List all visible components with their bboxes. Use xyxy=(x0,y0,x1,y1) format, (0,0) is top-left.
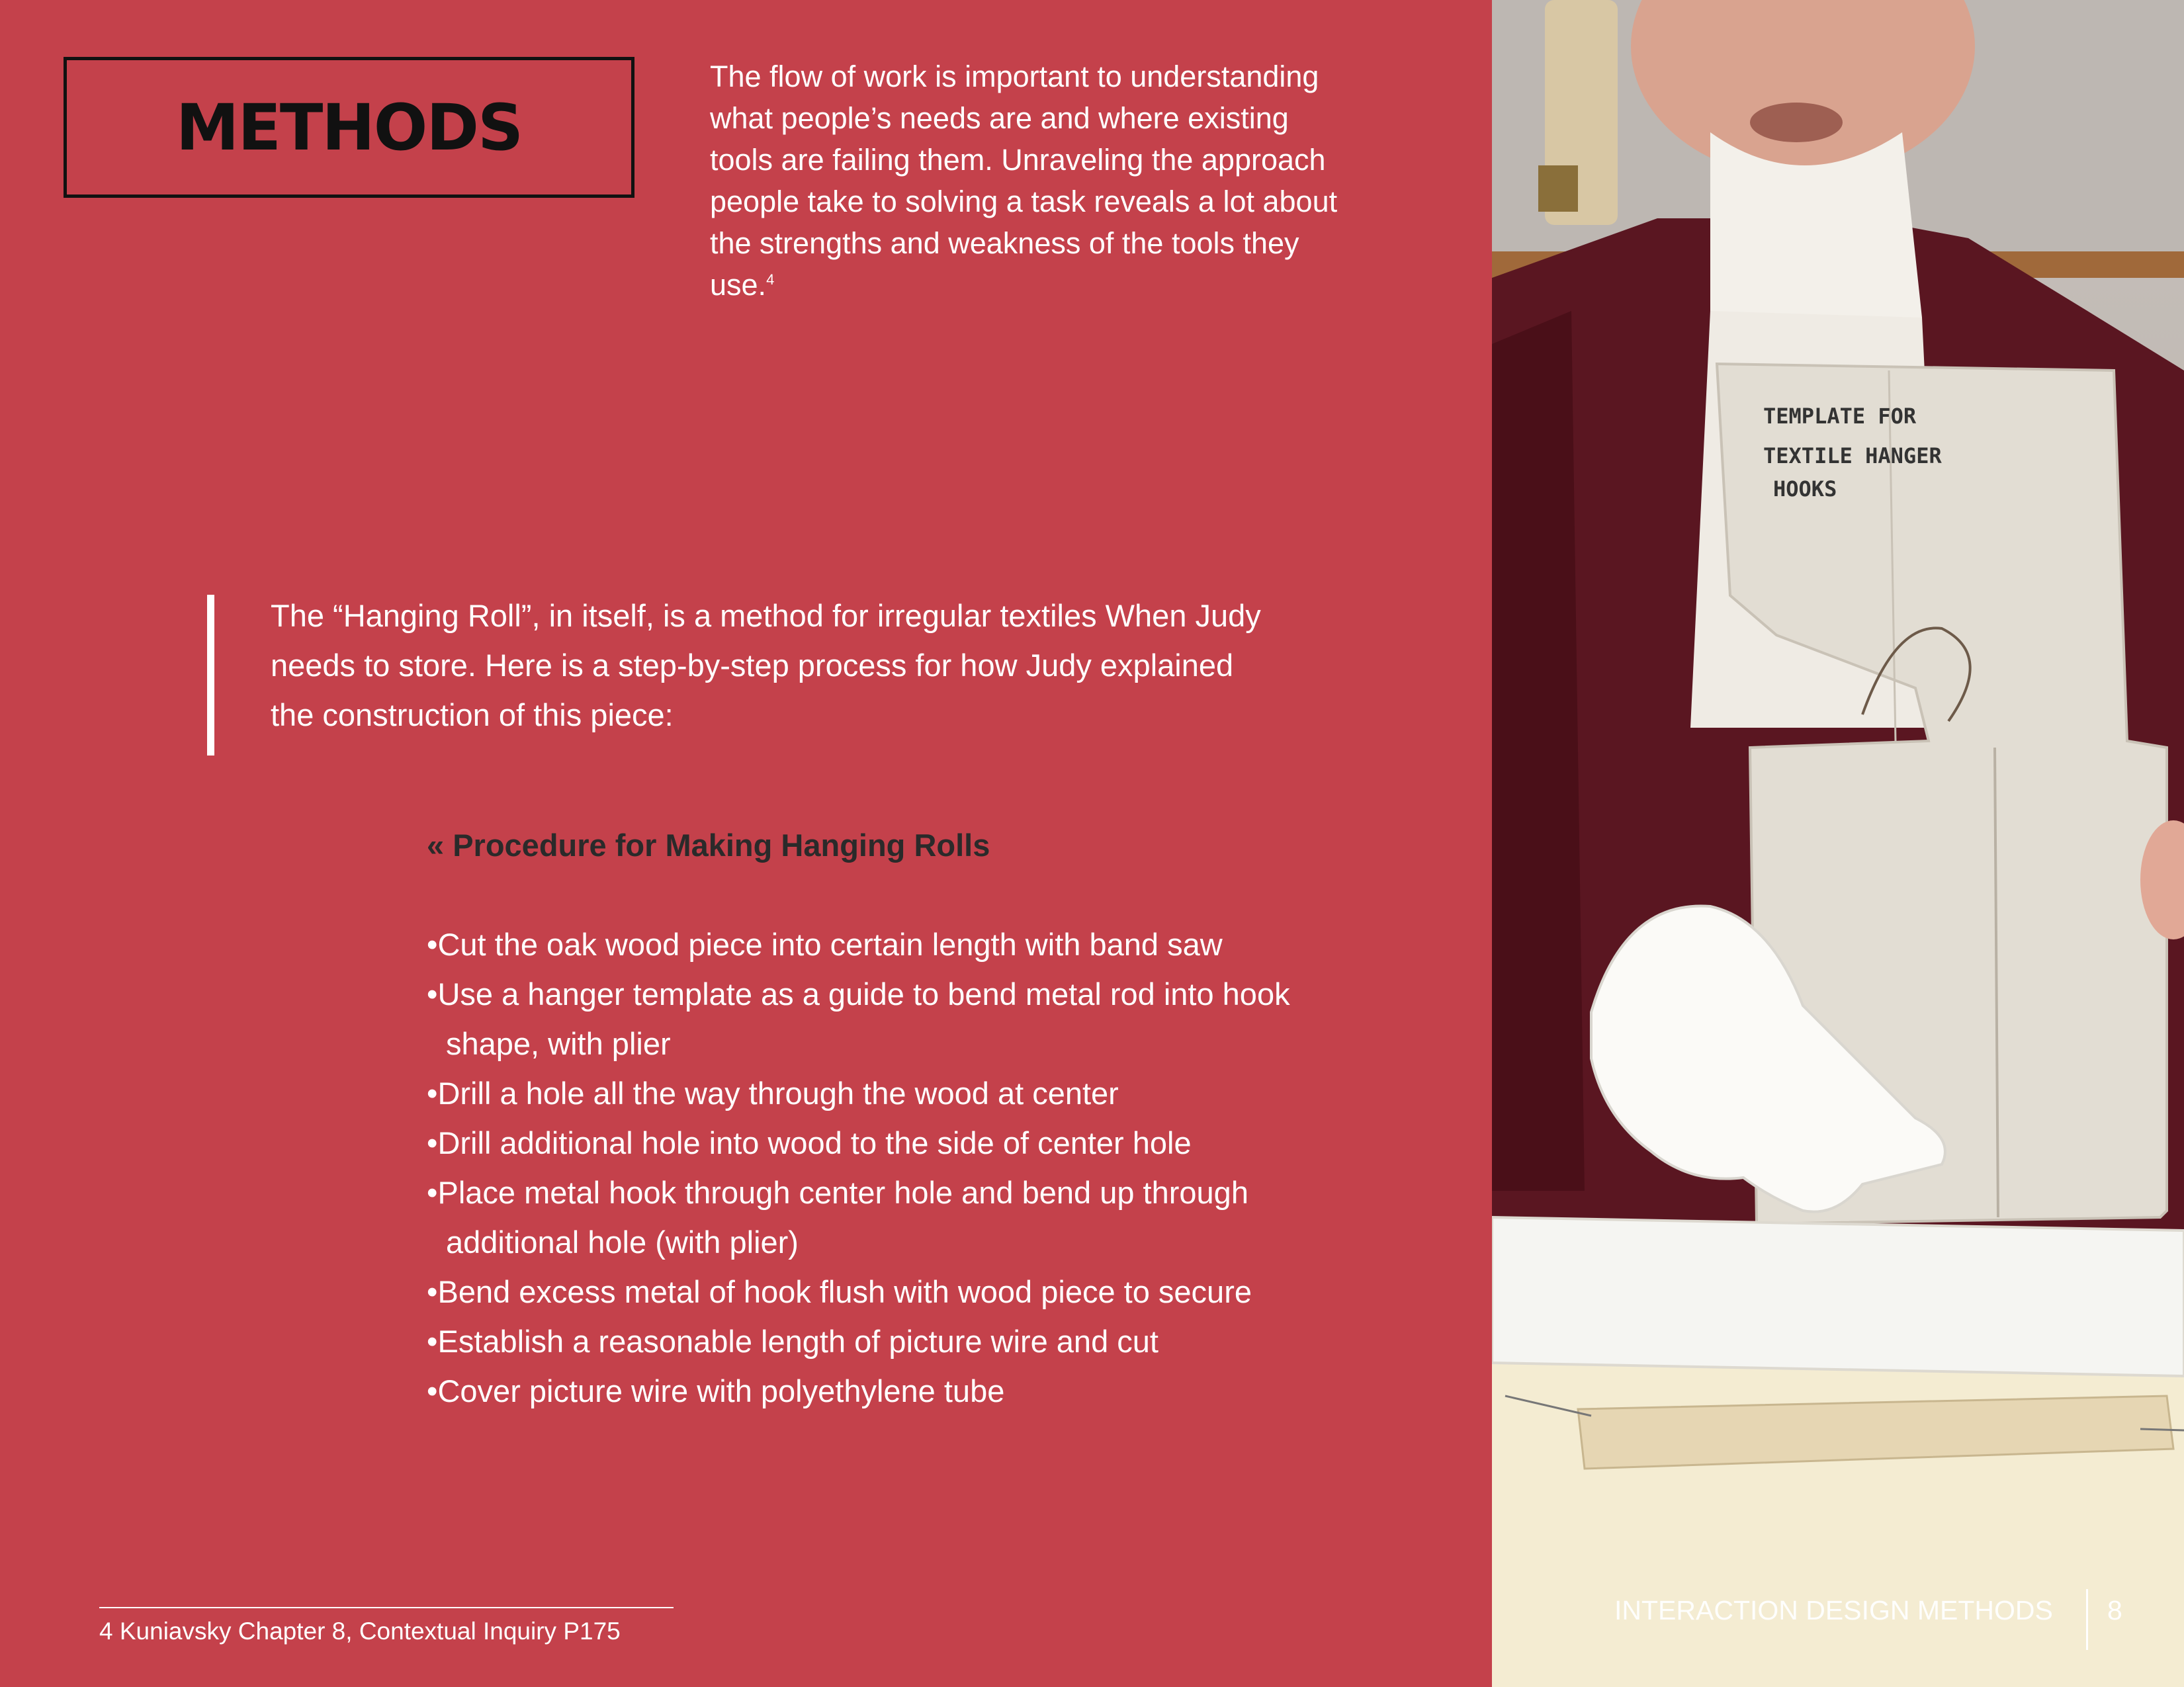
procedure-step: • Place metal hook through center hole and bend up through additional hole (with plier) xyxy=(427,1168,1386,1267)
section-title-box xyxy=(64,57,634,198)
procedure-step: • Cover picture wire with polyethylene tube xyxy=(427,1366,1386,1416)
procedure-steps xyxy=(427,920,1386,1416)
quote-bar xyxy=(207,595,214,756)
intro-text: The flow of work is important to understanding what people’s needs are and where existing tools are failing them. Unraveling the approach people take to solving a task reveals a lot about the strengths and weakness of the tools they use. xyxy=(710,60,1338,302)
footnote: 4 Kuniavsky Chapter 8, Contextual Inquiry P175 xyxy=(99,1618,621,1645)
procedure-step: • Establish a reasonable length of picture wire and cut xyxy=(427,1317,1386,1366)
procedure-step: • Drill a hole all the way through the wood at center xyxy=(427,1068,1386,1118)
template-line-3: HOOKS xyxy=(1773,476,1837,501)
procedure-step: • Cut the oak wood piece into certain length with band saw xyxy=(427,920,1386,969)
footer-section-label: INTERACTION DESIGN METHODS xyxy=(1614,1595,2053,1625)
intro-paragraph xyxy=(710,56,1358,306)
footnote-reference: 4 xyxy=(766,271,775,288)
pull-quote: The “Hanging Roll”, in itself, is a method for irregular textiles When Judy needs to store. Here is a step-by-step process for how Judy explained the construction of this piece: xyxy=(271,598,1261,732)
photo-illustration xyxy=(1492,0,2184,1687)
footer-divider xyxy=(2086,1589,2088,1650)
section-title: METHODS xyxy=(175,90,523,165)
procedure-step: • Drill additional hole into wood to the side of center hole xyxy=(427,1118,1386,1168)
footnote-divider xyxy=(99,1607,674,1608)
procedure-step: • Use a hanger template as a guide to bend metal rod into hook shape, with plier xyxy=(427,969,1386,1068)
procedure-step: • Bend excess metal of hook flush with wood piece to secure xyxy=(427,1267,1386,1317)
template-line-2: TEXTILE HANGER xyxy=(1763,443,1942,468)
procedure-title: « Procedure for Making Hanging Rolls xyxy=(427,828,990,863)
page-number: 8 xyxy=(2107,1595,2122,1625)
template-line-1: TEMPLATE FOR xyxy=(1763,404,1917,429)
photo-judy-template xyxy=(1492,0,2184,1687)
